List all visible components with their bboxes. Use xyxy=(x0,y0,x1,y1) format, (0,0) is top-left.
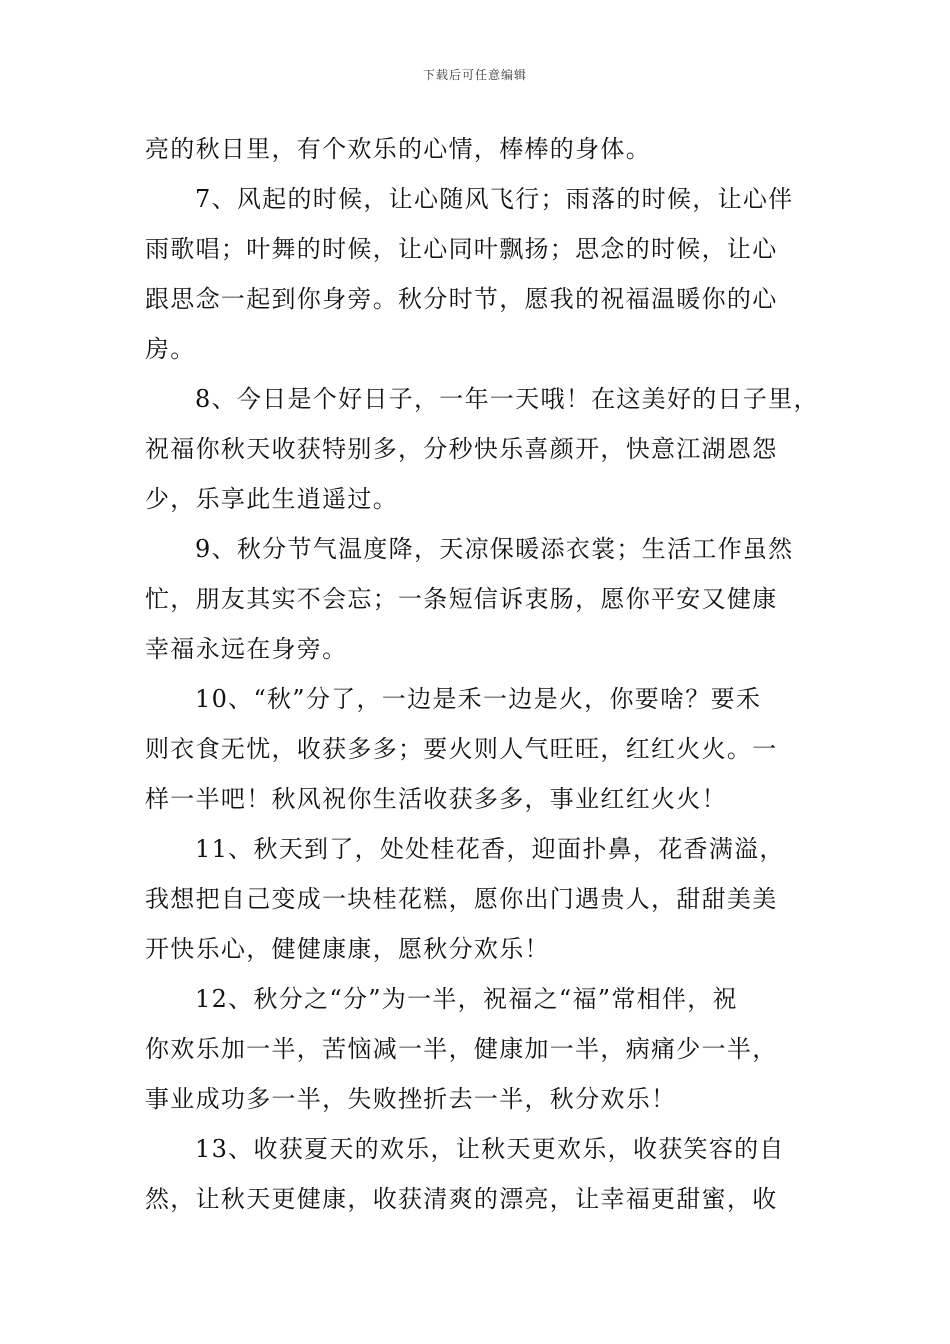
text-line: 则衣食无忧，收获多多；要火则人气旺旺，红红火火。一 xyxy=(145,735,778,763)
text-line: 开快乐心，健健康康，愿秋分欢乐！ xyxy=(145,935,550,963)
paragraph-start-line: 7、风起的时候，让心随风飞行；雨落的时候，让心伴 xyxy=(195,185,794,213)
text-line: 雨歌唱；叶舞的时候，让心同叶飘扬；思念的时候，让心 xyxy=(145,235,778,263)
text-line: 然，让秋天更健康，收获清爽的漂亮，让幸福更甜蜜，收 xyxy=(145,1185,778,1213)
text-line: 跟思念一起到你身旁。秋分时节，愿我的祝福温暖你的心 xyxy=(145,285,778,313)
text-line: 房。 xyxy=(145,335,196,363)
paragraph-start-line: 12、秋分之“分”为一半，祝福之“福”常相伴，祝 xyxy=(195,985,738,1013)
paragraph-start-line: 10、“秋”分了，一边是禾一边是火，你要啥？要禾 xyxy=(195,685,762,713)
text-line: 事业成功多一半，失败挫折去一半，秋分欢乐！ xyxy=(145,1085,677,1113)
page-header-note: 下载后可任意编辑 xyxy=(422,68,527,82)
text-line: 你欢乐加一半，苦恼减一半，健康加一半，病痛少一半， xyxy=(145,1035,778,1063)
text-line: 幸福永远在身旁。 xyxy=(145,635,348,663)
paragraph-start-line: 9、秋分节气温度降，天凉保暖添衣裳；生活工作虽然 xyxy=(195,535,794,563)
text-line: 我想把自己变成一块桂花糕，愿你出门遇贵人，甜甜美美 xyxy=(145,885,778,913)
text-line: 亮的秋日里，有个欢乐的心情，棒棒的身体。 xyxy=(145,135,651,163)
paragraph-start-line: 8、今日是个好日子，一年一天哦！在这美好的日子里， xyxy=(195,385,819,413)
text-line: 少，乐享此生逍遥过。 xyxy=(145,485,398,513)
paragraph-start-line: 13、收获夏天的欢乐，让秋天更欢乐，收获笑容的自 xyxy=(195,1135,785,1163)
text-line: 样一半吧！秋风祝你生活收获多多，事业红红火火！ xyxy=(145,785,727,813)
text-line: 忙，朋友其实不会忘；一条短信诉衷肠，愿你平安又健康 xyxy=(145,585,778,613)
paragraph-start-line: 11、秋天到了，处处桂花香，迎面扑鼻，花香满溢， xyxy=(195,835,785,863)
text-line: 祝福你秋天收获特别多，分秒快乐喜颜开，快意江湖恩怨 xyxy=(145,435,778,463)
